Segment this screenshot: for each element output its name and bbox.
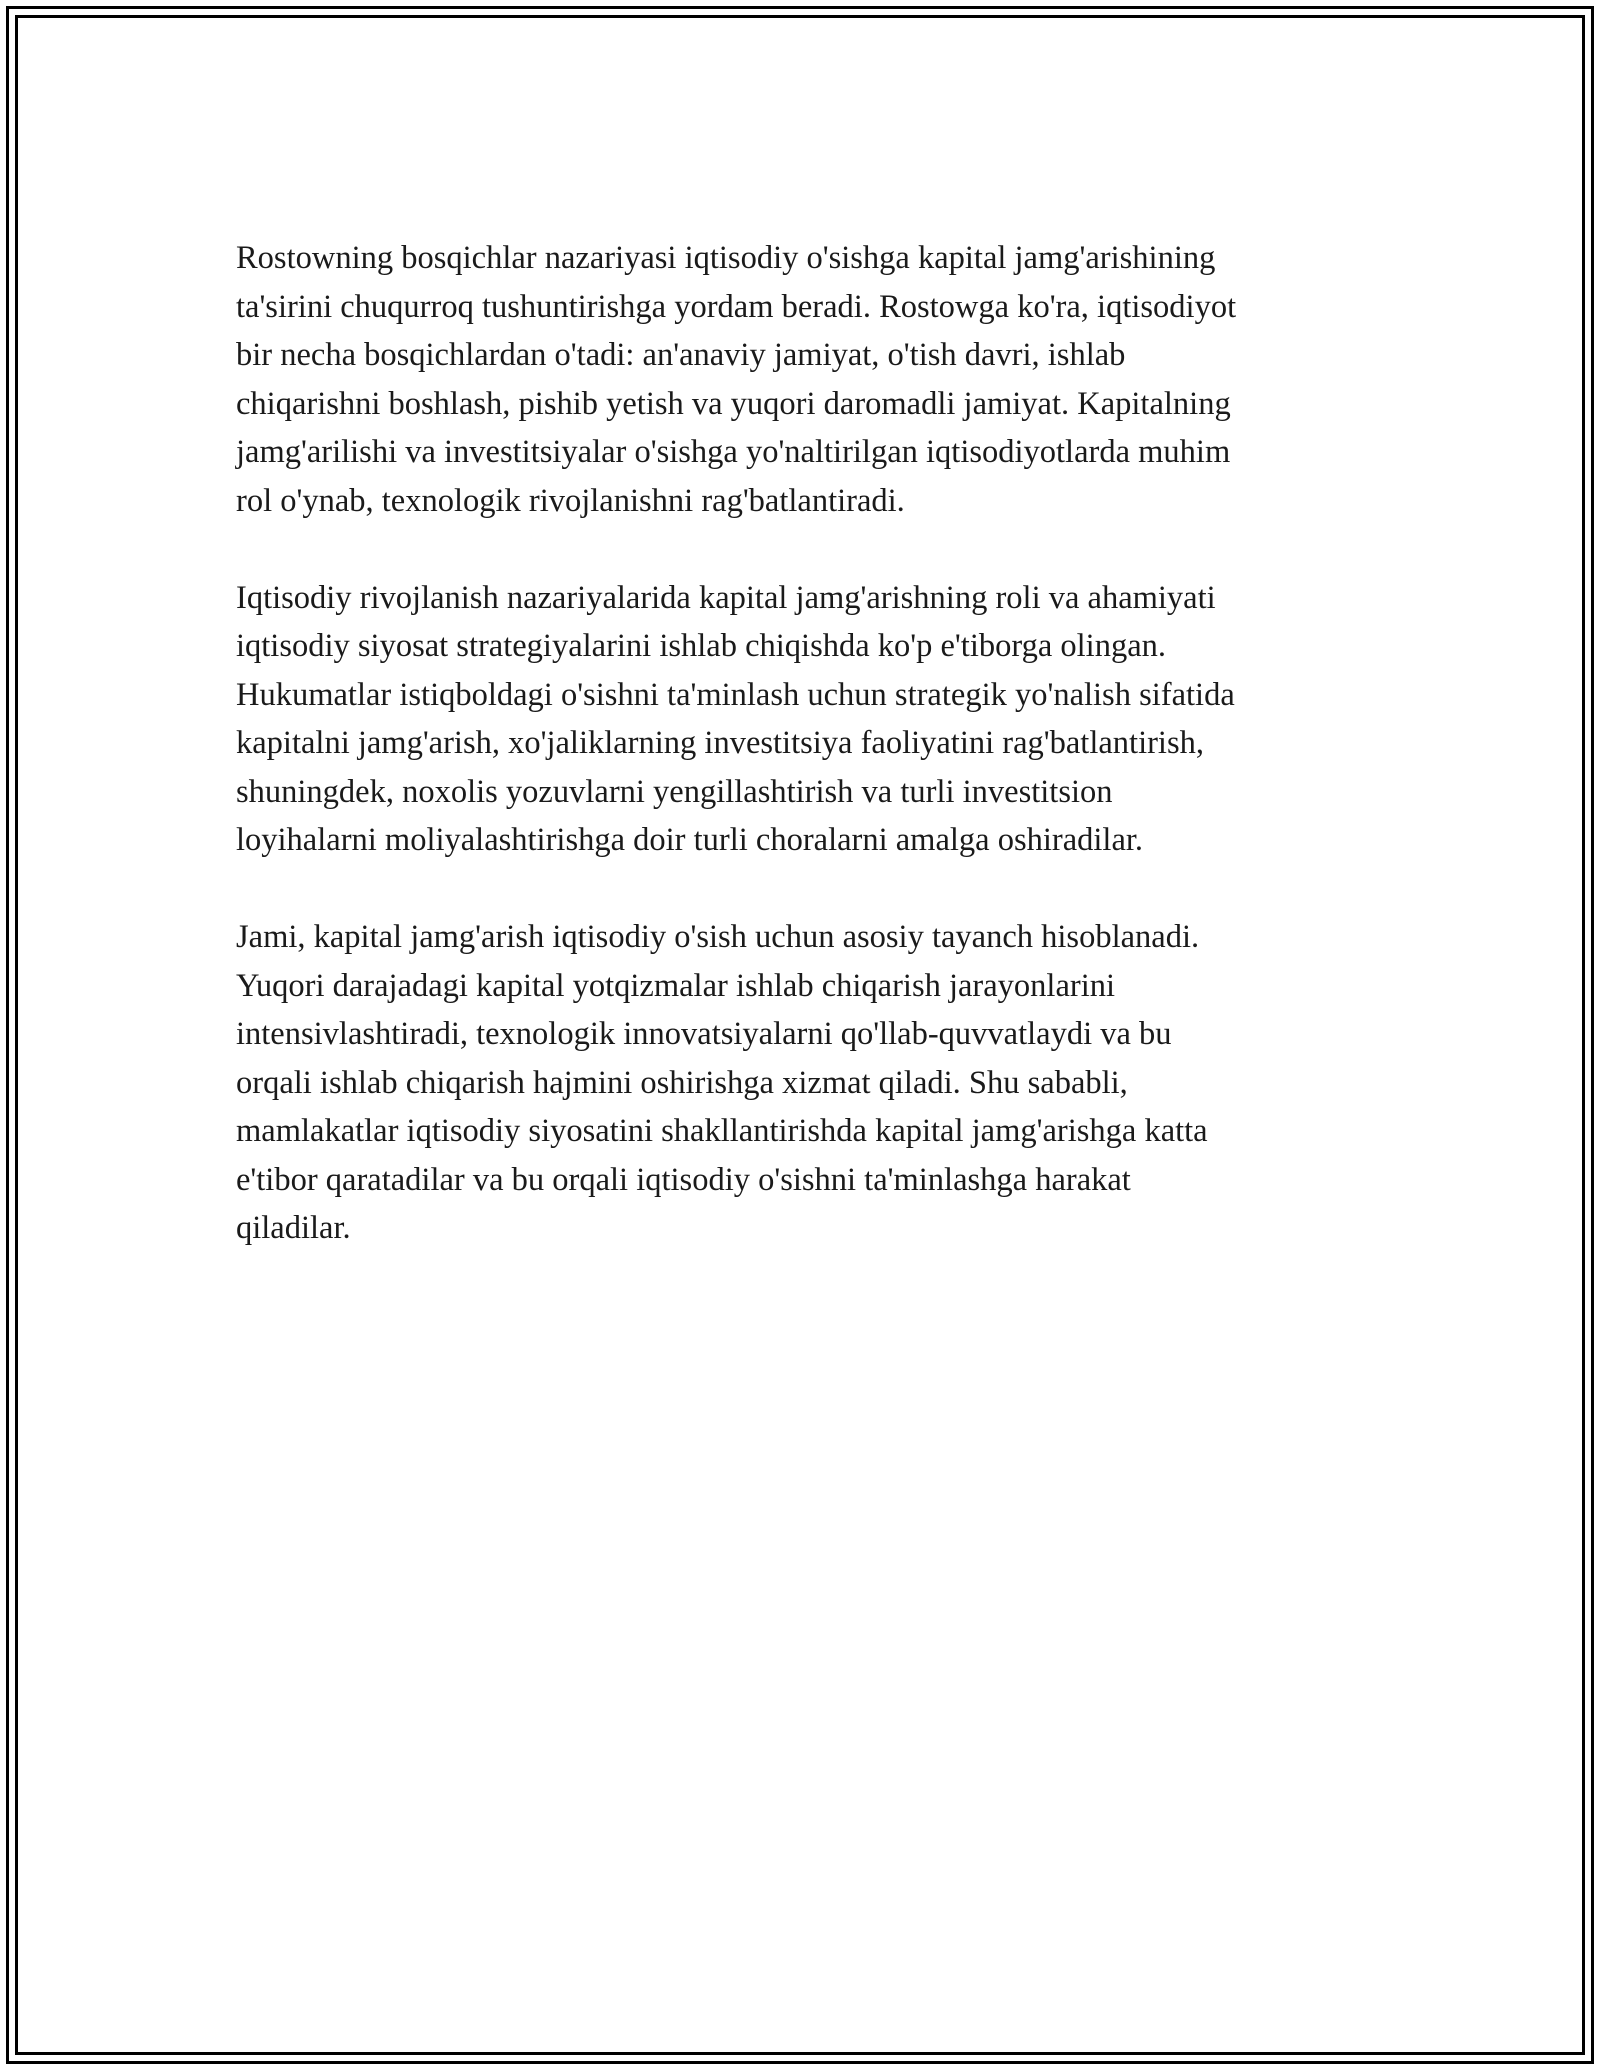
text-line: bir necha bosqichlardan o'tadi: an'anaviy jamiyat, o'tish davri, ishlab	[236, 337, 1126, 373]
text-line: intensivlashtiradi, texnologik innovatsiyalarni qo'llab-quvvatlaydi va bu	[236, 1016, 1172, 1052]
paragraph-policy-strategies	[236, 574, 1386, 865]
paragraph-rostow-stages	[236, 234, 1386, 525]
text-line: chiqarishni boshlash, pishib yetish va yuqori daromadli jamiyat. Kapitalning	[236, 385, 1231, 422]
text-line: mamlakatlar iqtisodiy siyosatini shakllantirishda kapital jamg'arishga katta	[236, 1113, 1208, 1149]
text-line: iqtisodiy siyosat strategiyalarini ishlab chiqishda ko'p e'tiborga olingan.	[236, 628, 1166, 664]
text-line: jamg'arilishi va investitsiyalar o'sishga yo'naltirilgan iqtisodiyotlarda muhim	[236, 434, 1231, 470]
text-line: Yuqori darajadagi kapital yotqizmalar ishlab chiqarish jarayonlarini	[236, 967, 1116, 1004]
text-line: qiladilar.	[236, 1210, 351, 1246]
text-line: Iqtisodiy rivojlanish nazariyalarida kapital jamg'arishning roli va ahamiyati	[236, 579, 1216, 616]
text-line: e'tibor qaratadilar va bu orqali iqtisodiy o'sishni ta'minlashga harakat	[236, 1161, 1131, 1198]
paragraph-conclusion	[236, 913, 1386, 1253]
text-line: shuningdek, noxolis yozuvlarni yengillashtirish va turli investitsion	[236, 773, 1113, 810]
text-line: Hukumatlar istiqboldagi o'sishni ta'minlash uchun strategik yo'nalish sifatida	[236, 676, 1235, 713]
text-line: rol o'ynab, texnologik rivojlanishni rag'batlantiradi.	[236, 482, 905, 519]
text-line: Jami, kapital jamg'arish iqtisodiy o'sish uchun asosiy tayanch hisoblanadi.	[236, 919, 1200, 955]
text-line: orqali ishlab chiqarish hajmini oshirishga xizmat qiladi. Shu sababli,	[236, 1064, 1128, 1101]
text-line: loyihalarni moliyalashtirishga doir turli choralarni amalga oshiradilar.	[236, 822, 1144, 858]
text-line: ta'sirini chuqurroq tushuntirishga yordam beradi. Rostowga ko'ra, iqtisodiyot	[236, 288, 1237, 325]
text-line: Rostowning bosqichlar nazariyasi iqtisodiy o'sishga kapital jamg'arishining	[236, 240, 1216, 276]
text-line: kapitalni jamg'arish, xo'jaliklarning investitsiya faoliyatini rag'batlantirish,	[236, 725, 1204, 761]
document-body	[236, 234, 1386, 1301]
